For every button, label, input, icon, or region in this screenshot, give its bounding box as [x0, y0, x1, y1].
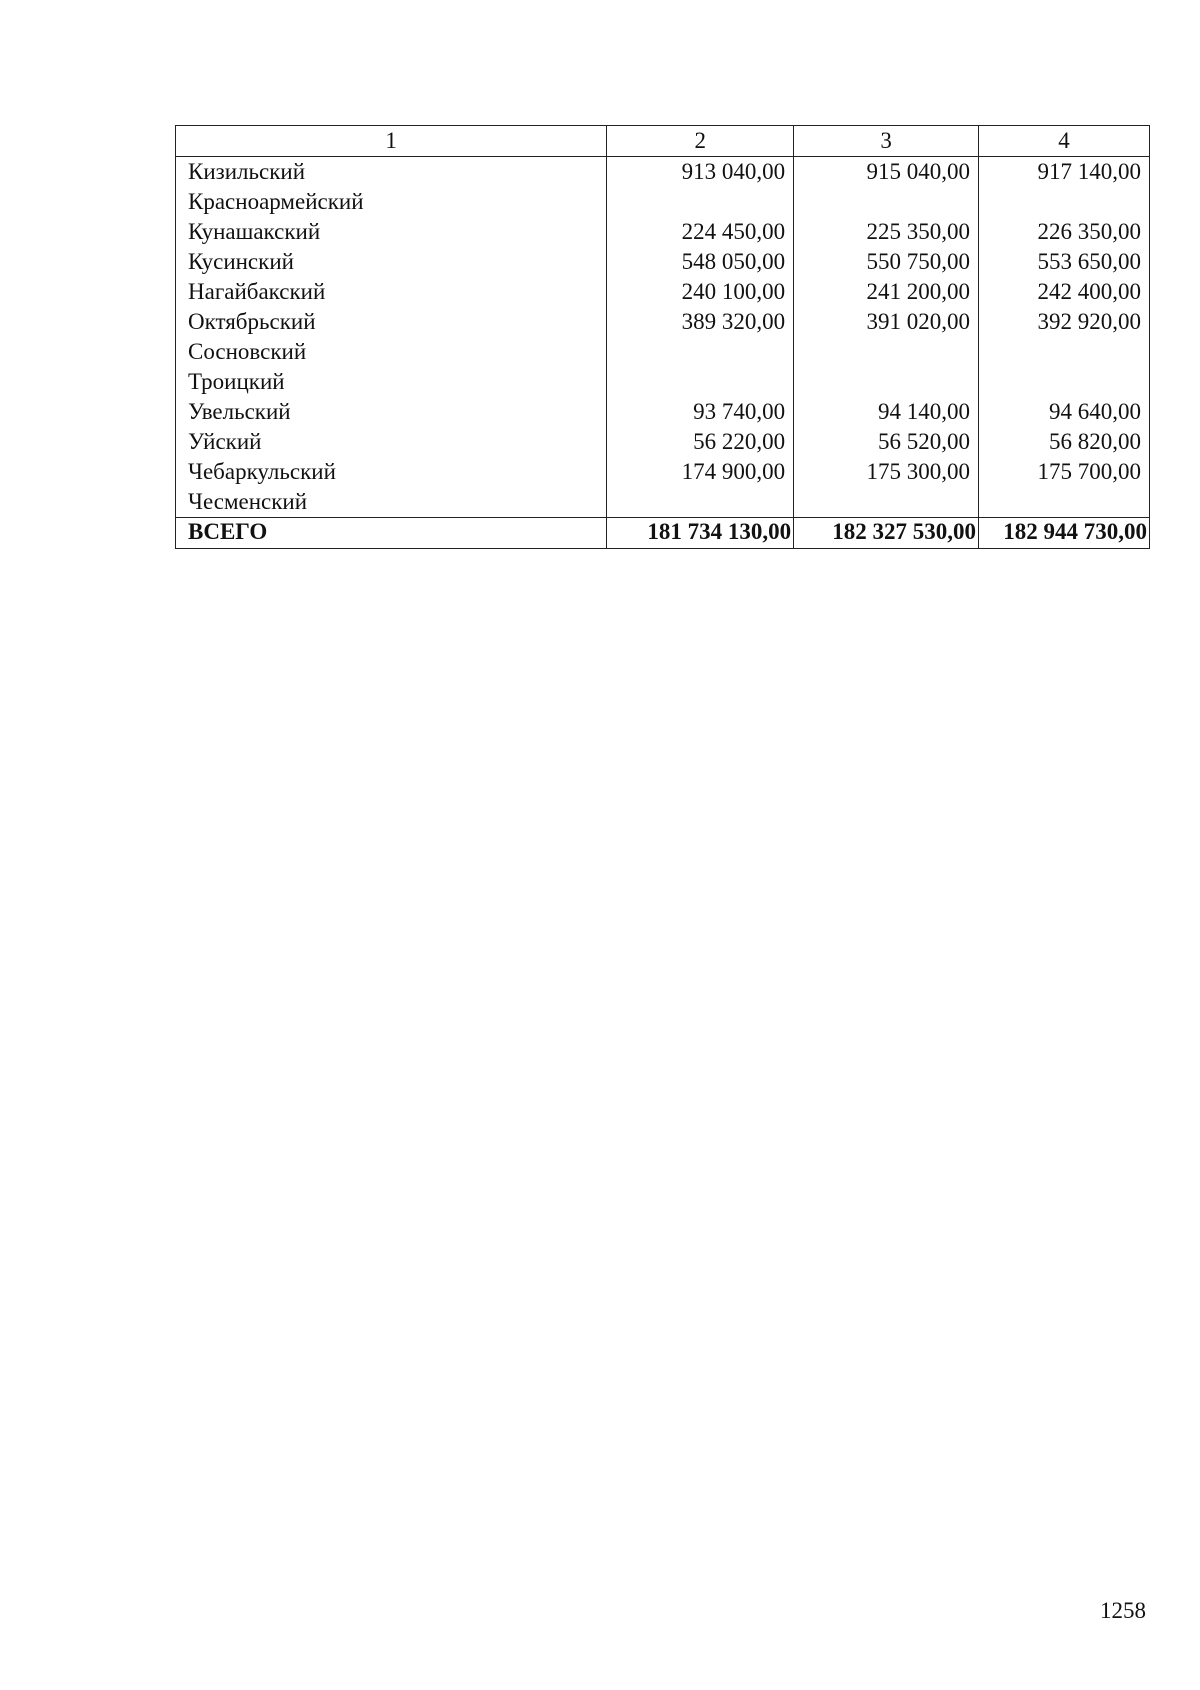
value-col-4: [979, 487, 1150, 518]
district-name: Нагайбакский: [176, 277, 607, 307]
column-header-4: 4: [979, 126, 1150, 157]
table-row: [176, 217, 1150, 247]
value-col-2: 174 900,00: [607, 457, 794, 487]
value-col-4: 94 640,00: [979, 397, 1150, 427]
table-row: [176, 157, 1150, 188]
district-name: Кизильский: [176, 157, 607, 188]
table-body: [176, 157, 1150, 518]
value-col-2: [607, 487, 794, 518]
value-col-2: [607, 367, 794, 397]
value-col-2: [607, 187, 794, 217]
value-col-4: 553 650,00: [979, 247, 1150, 277]
budget-table: [175, 125, 1150, 549]
district-name: Троицкий: [176, 367, 607, 397]
value-col-3: 175 300,00: [794, 457, 979, 487]
value-col-2: 224 450,00: [607, 217, 794, 247]
value-col-2: 913 040,00: [607, 157, 794, 188]
value-col-4: 175 700,00: [979, 457, 1150, 487]
district-name: Чебаркульский: [176, 457, 607, 487]
column-header-3: 3: [794, 126, 979, 157]
value-col-4: 917 140,00: [979, 157, 1150, 188]
value-col-4: [979, 187, 1150, 217]
value-col-3: 94 140,00: [794, 397, 979, 427]
value-col-3: 915 040,00: [794, 157, 979, 188]
value-col-3: [794, 487, 979, 518]
value-col-3: 241 200,00: [794, 277, 979, 307]
district-name: Кусинский: [176, 247, 607, 277]
total-col-3: 182 327 530,00: [794, 518, 979, 549]
value-col-2: 93 740,00: [607, 397, 794, 427]
value-col-4: 56 820,00: [979, 427, 1150, 457]
district-name: Чесменский: [176, 487, 607, 518]
value-col-2: 56 220,00: [607, 427, 794, 457]
total-col-4: 182 944 730,00: [979, 518, 1150, 549]
table-row: [176, 277, 1150, 307]
column-header-1: 1: [176, 126, 607, 157]
table-row: [176, 427, 1150, 457]
column-header-2: 2: [607, 126, 794, 157]
total-col-2: 181 734 130,00: [607, 518, 794, 549]
table-row: [176, 487, 1150, 518]
value-col-2: 240 100,00: [607, 277, 794, 307]
page-number: 1258: [1100, 1598, 1146, 1623]
total-row: [176, 518, 1150, 549]
value-col-3: 550 750,00: [794, 247, 979, 277]
district-name: Кунашакский: [176, 217, 607, 247]
table-row: [176, 307, 1150, 337]
district-name: Красноармейский: [176, 187, 607, 217]
column-number-header-row: [176, 126, 1150, 157]
table-row: [176, 247, 1150, 277]
total-label: ВСЕГО: [176, 518, 607, 549]
table-row: [176, 367, 1150, 397]
value-col-4: 392 920,00: [979, 307, 1150, 337]
value-col-2: 548 050,00: [607, 247, 794, 277]
value-col-4: [979, 367, 1150, 397]
district-name: Уйский: [176, 427, 607, 457]
value-col-3: 56 520,00: [794, 427, 979, 457]
value-col-3: [794, 367, 979, 397]
table-row: [176, 337, 1150, 367]
value-col-3: [794, 187, 979, 217]
value-col-2: [607, 337, 794, 367]
value-col-3: 391 020,00: [794, 307, 979, 337]
value-col-4: [979, 337, 1150, 367]
value-col-3: 225 350,00: [794, 217, 979, 247]
value-col-2: 389 320,00: [607, 307, 794, 337]
table-row: [176, 187, 1150, 217]
value-col-4: 242 400,00: [979, 277, 1150, 307]
district-name: Увельский: [176, 397, 607, 427]
district-name: Октябрьский: [176, 307, 607, 337]
table-row: [176, 457, 1150, 487]
table-row: [176, 397, 1150, 427]
district-name: Сосновский: [176, 337, 607, 367]
value-col-4: 226 350,00: [979, 217, 1150, 247]
value-col-3: [794, 337, 979, 367]
